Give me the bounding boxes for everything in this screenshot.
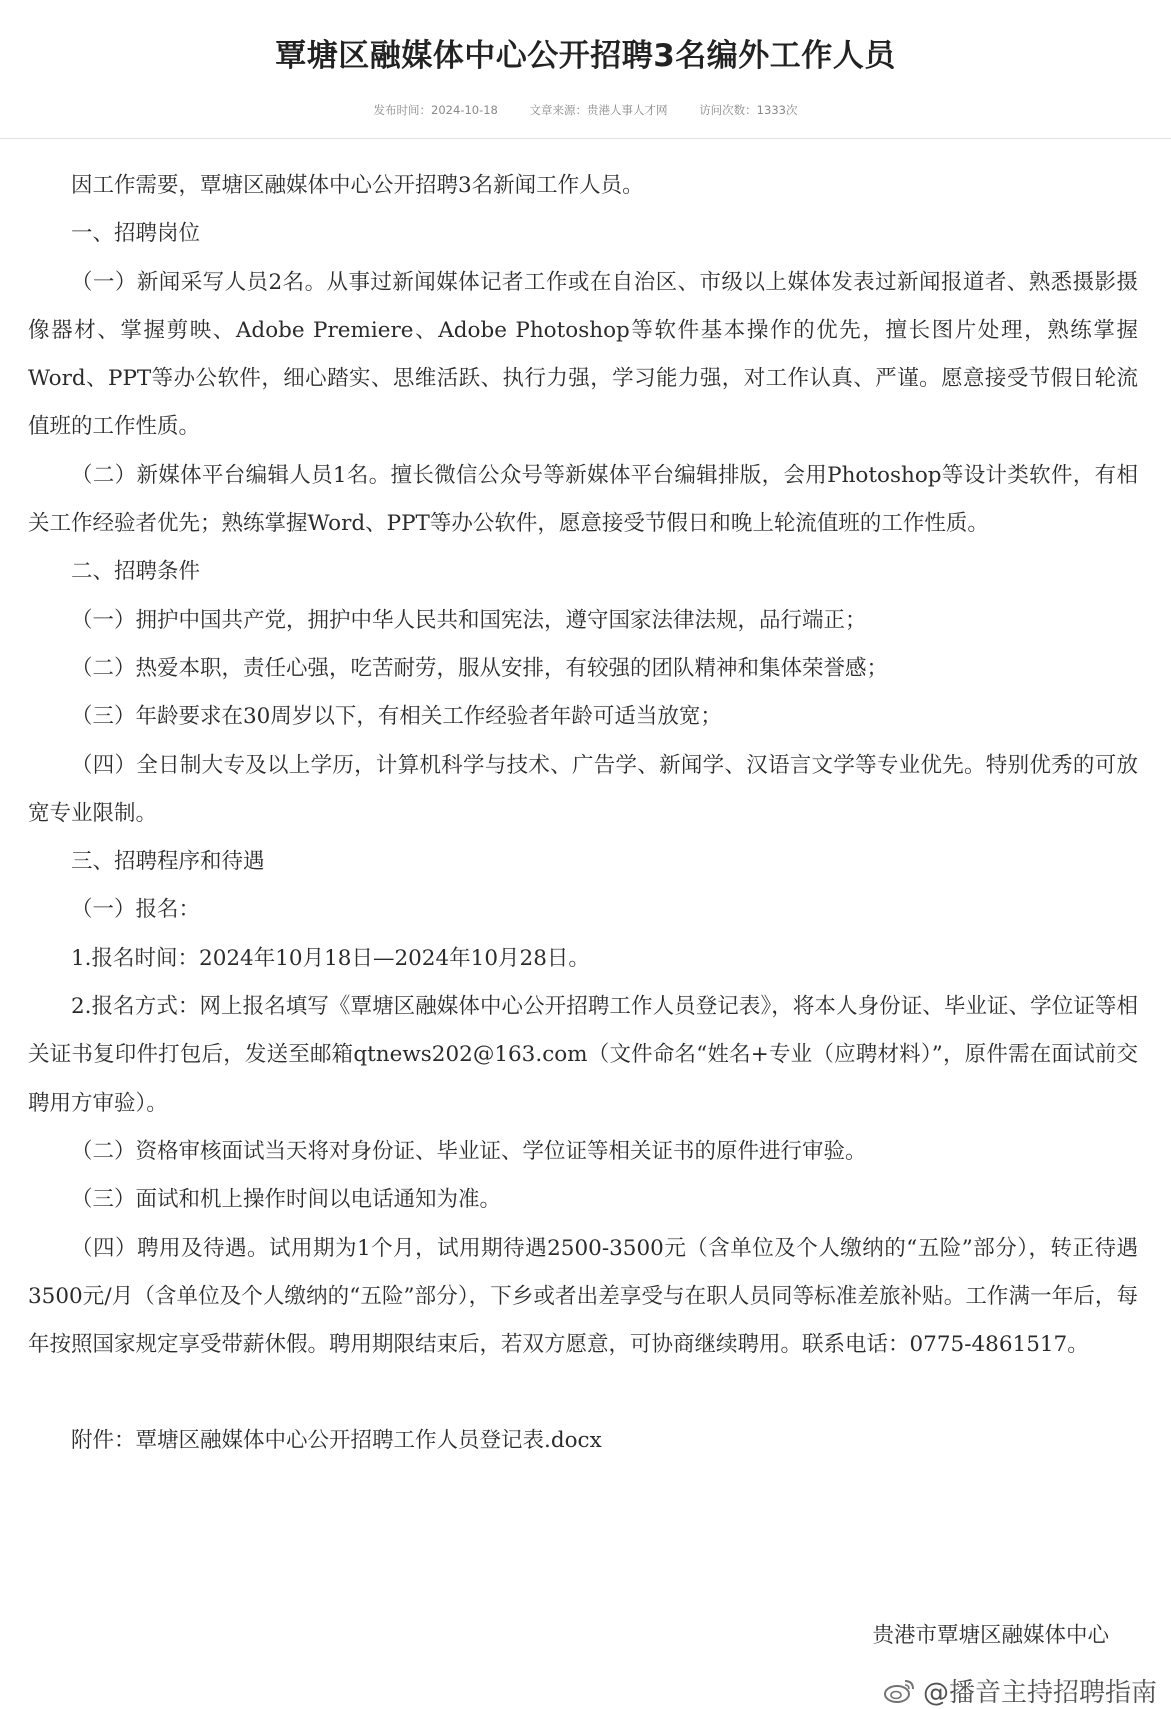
attachment-link[interactable]: 附件：覃塘区融媒体中心公开招聘工作人员登记表.docx [71,1428,602,1454]
paragraph: （四）聘用及待遇。试用期为1个月，试用期待遇2500-3500元（含单位及个人缴纳的“五险”部分），转正待遇3500元/月（含单位及个人缴纳的“五险”部分），下乡或者出差享受与在职人员同等标准差旅补贴。工作满一年后，每年按照国家规定享受带薪休假。聘用期限结束后，若双方愿意，可协商继续聘用。联系电话：0775-4861517。 [28,1235,1138,1358]
section-heading: 一、招聘岗位 [71,221,201,247]
section-heading: 二、招聘条件 [71,559,201,585]
visit-count: 访问次数：1333次 [699,103,798,117]
paragraph: （一）拥护中国共产党，拥护中华人民共和国宪法，遵守国家法律法规，品行端正； [71,607,867,633]
article-meta [0,102,1171,118]
paragraph: （三）年龄要求在30周岁以下，有相关工作经验者年龄可适当放宽； [71,704,722,730]
article-title: 覃塘区融媒体中心公开招聘3名编外工作人员 [275,38,896,74]
paragraph: （二）热爱本职，责任心强，吃苦耐劳，服从安排，有较强的团队精神和集体荣誉感； [71,655,889,681]
paragraph: （三）面试和机上操作时间以电话通知为准。 [71,1187,502,1213]
section-heading: 三、招聘程序和待遇 [71,849,265,875]
paragraph: （二）资格审核面试当天将对身份证、毕业证、学位证等相关证书的原件进行审验。 [71,1138,867,1164]
weibo-icon [883,1677,917,1705]
article-body [28,162,1138,1466]
publish-date: 发布时间：2024-10-18 [373,103,498,117]
paragraph: （二）新媒体平台编辑人员1名。擅长微信公众号等新媒体平台编辑排版，会用Photoshop等设计类软件，有相关工作经验者优先；熟练掌握Word、PPT等办公软件，愿意接受节假日和晚上轮流值班的工作性质。 [28,462,1138,537]
header-divider [0,138,1171,139]
paragraph: （四）全日制大专及以上学历，计算机科学与技术、广告学、新闻学、汉语言文学等专业优先。特别优秀的可放宽专业限制。 [28,752,1138,826]
paragraph: （一）新闻采写人员2名。从事过新闻媒体记者工作或在自治区、市级以上媒体发表过新闻报道者、熟悉摄影摄像器材、掌握剪映、Adobe Premiere、Adobe Photoshop等软件基本操作的优先，擅长图片处理，熟练掌握Word、PPT等办公软件，细心踏实、思维活跃、执行力强，学习能力强，对工作认真、严谨。愿意接受节假日轮流值班的工作性质。 [28,269,1138,440]
article-source: 文章来源：贵港人事人才网 [529,103,668,117]
paragraph: （一）报名： [71,897,201,923]
paragraph: 2.报名方式：网上报名填写《覃塘区融媒体中心公开招聘工作人员登记表》，将本人身份证、毕业证、学位证等相关证书复印件打包后，发送至邮箱qtnews202@163.com（文件命名“姓名+专业（应聘材料）”，原件需在面试前交聘用方审验）。 [28,994,1138,1116]
watermark-text: @播音主持招聘指南 [922,1678,1157,1708]
paragraph: 1.报名时间：2024年10月18日—2024年10月28日。 [71,945,590,971]
paragraph: 因工作需要，覃塘区融媒体中心公开招聘3名新闻工作人员。 [71,173,644,198]
weibo-watermark [883,1672,1157,1709]
issuing-organization: 贵港市覃塘区融媒体中心 [872,1623,1109,1648]
